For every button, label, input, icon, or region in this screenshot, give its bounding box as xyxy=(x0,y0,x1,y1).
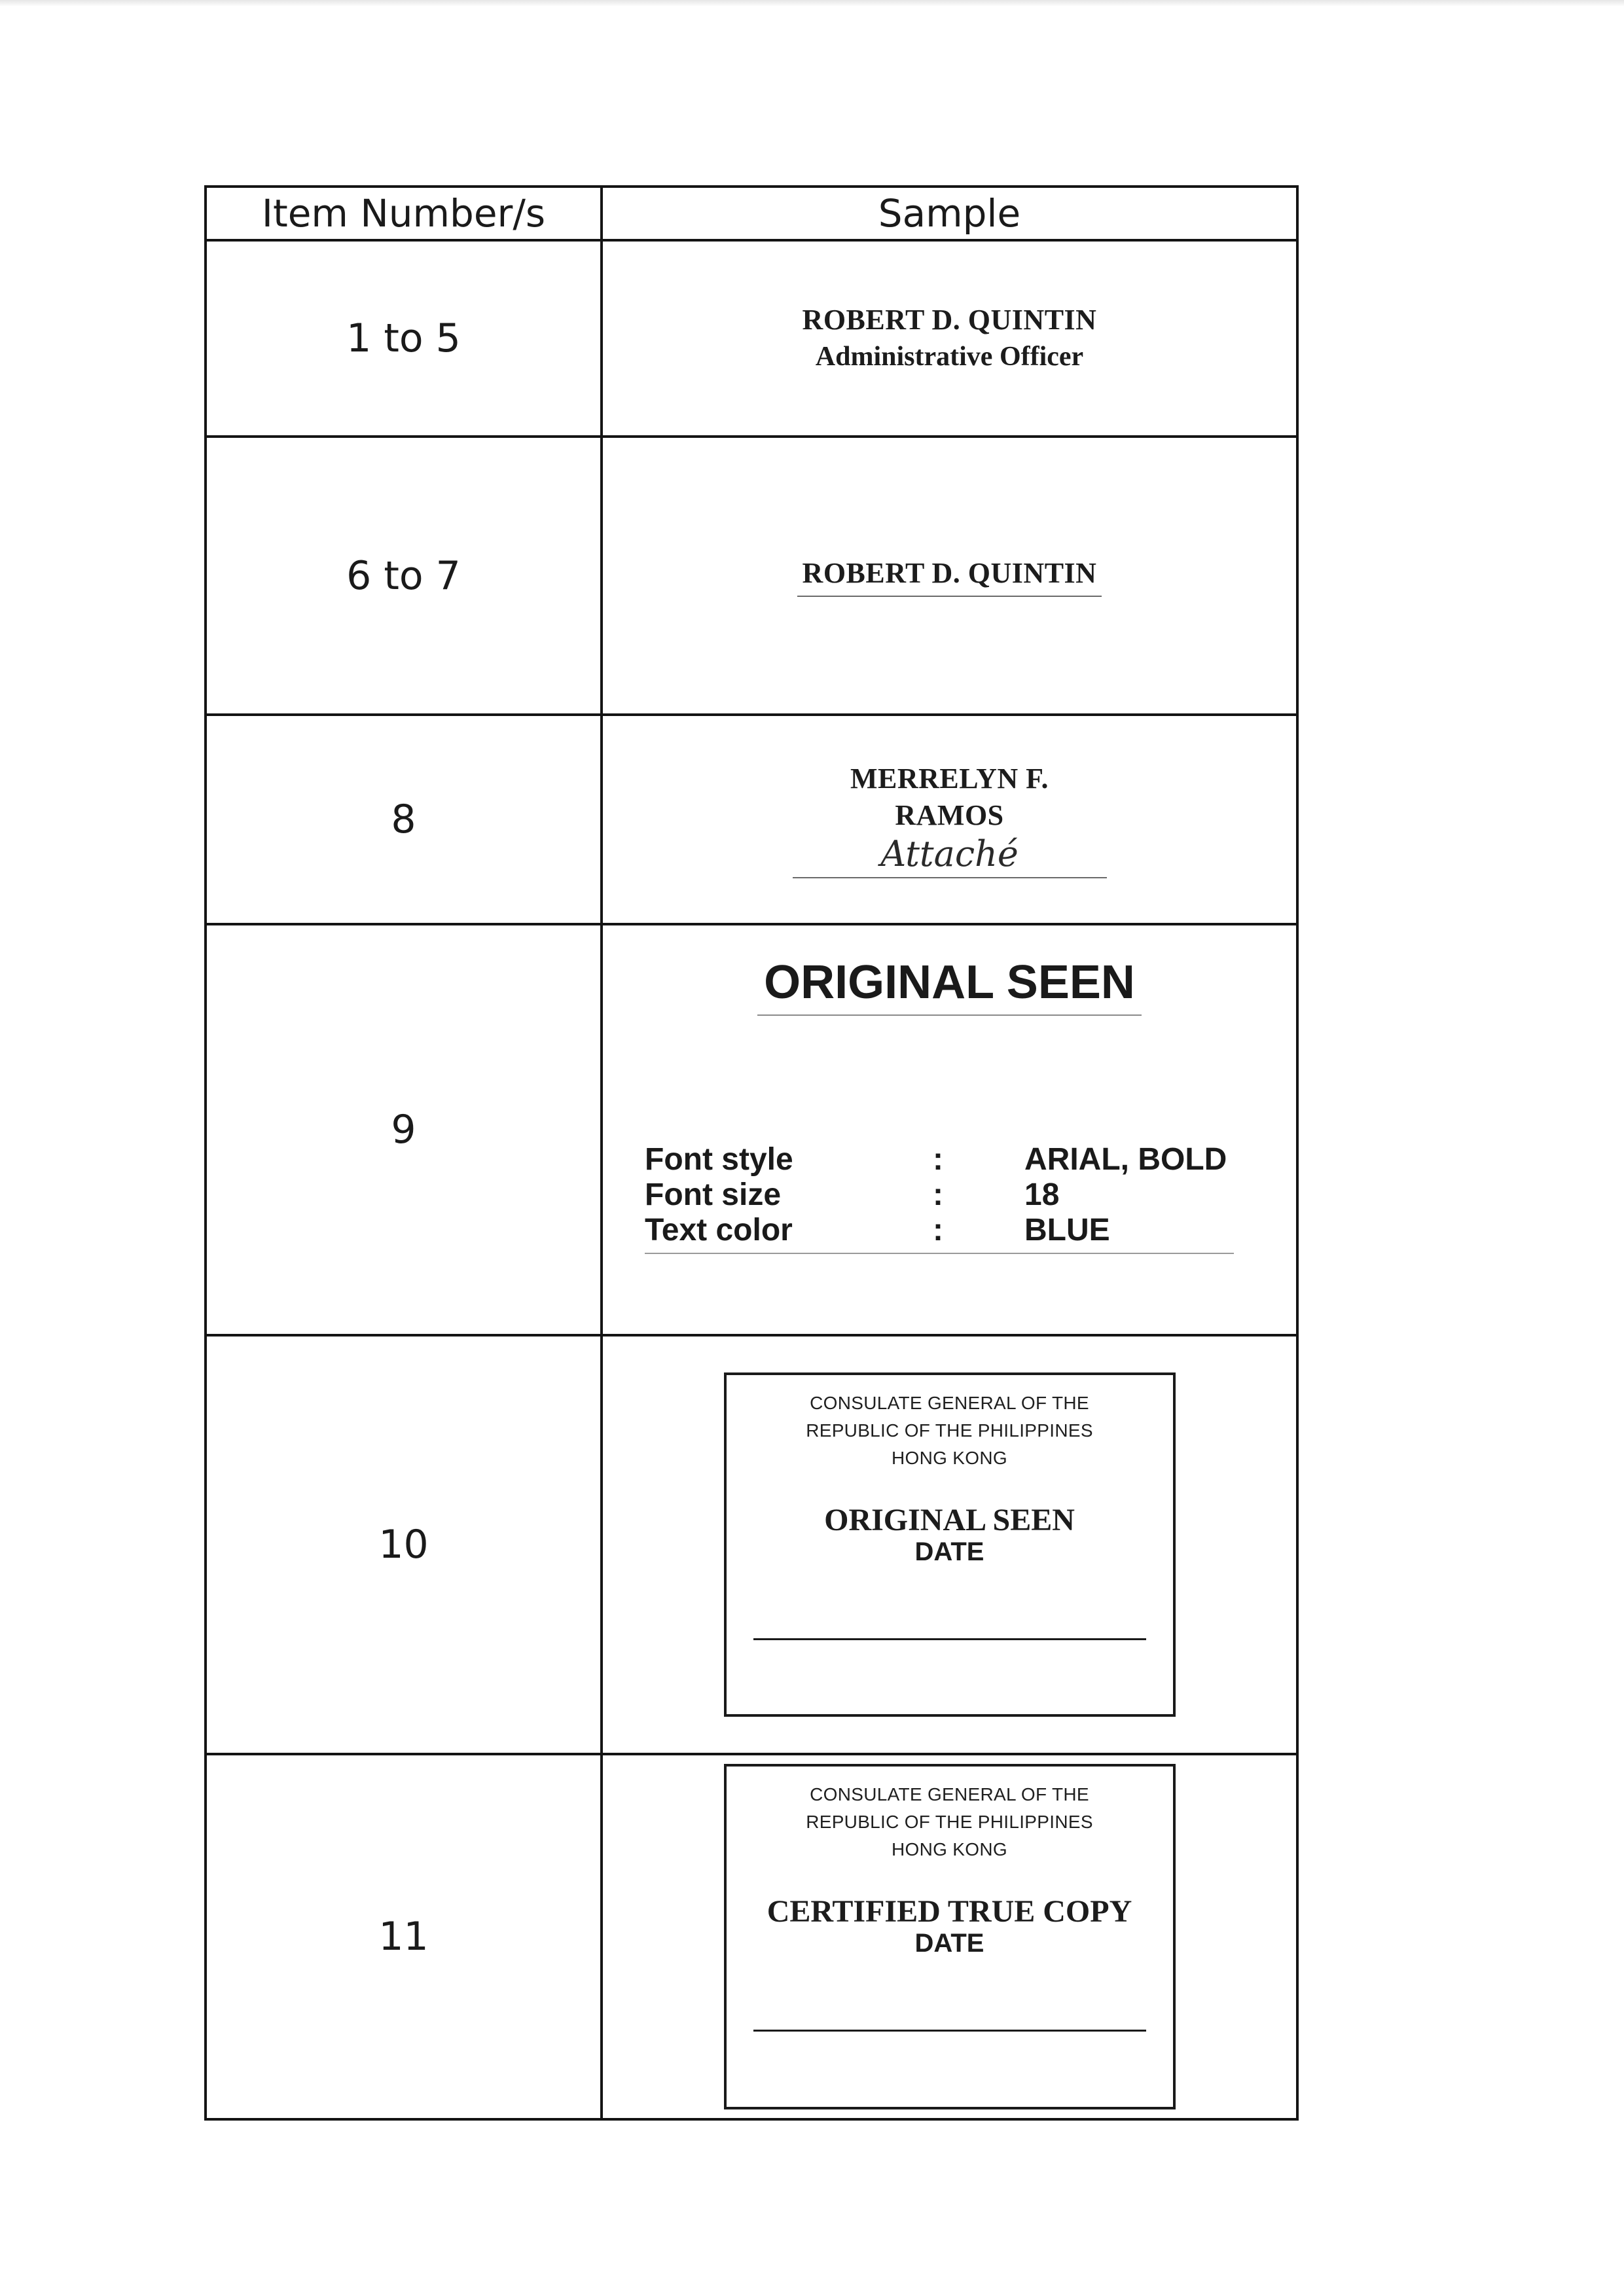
spec-row-text-color xyxy=(645,1212,1234,1247)
table-header-row xyxy=(206,187,1297,240)
spec-row-font-style xyxy=(645,1141,1234,1177)
stamp-line: CONSULATE GENERAL OF THE xyxy=(810,1784,1089,1804)
item-number-cell: 11 xyxy=(206,1754,602,2119)
stamp-line: REPUBLIC OF THE PHILIPPINES xyxy=(806,1812,1093,1832)
stamp-line: REPUBLIC OF THE PHILIPPINES xyxy=(806,1420,1093,1441)
table-row xyxy=(206,924,1297,1335)
item-number-cell: 10 xyxy=(206,1335,602,1754)
spec-value: ARIAL, BOLD xyxy=(1024,1141,1227,1177)
sample-cell xyxy=(602,1754,1297,2119)
spec-value: 18 xyxy=(1024,1177,1060,1212)
signature-samples-table xyxy=(204,185,1299,2121)
stamp-signature-line xyxy=(753,2030,1146,2032)
table-row xyxy=(206,240,1297,437)
sample-cell xyxy=(602,240,1297,437)
item-number-cell: 9 xyxy=(206,924,602,1335)
sample-cell xyxy=(602,924,1297,1335)
signatory-name: MERRELYN F. RAMOS xyxy=(850,762,1049,831)
original-seen-stamp xyxy=(724,1372,1176,1717)
stamp-line: CONSULATE GENERAL OF THE xyxy=(810,1393,1089,1413)
scan-edge-shade xyxy=(0,0,1624,7)
stamp-line: HONG KONG xyxy=(892,1839,1007,1859)
signatory-name: ROBERT D. QUINTIN xyxy=(797,555,1102,597)
item-number-cell: 8 xyxy=(206,715,602,924)
item-number-cell: 6 to 7 xyxy=(206,437,602,715)
signatory-title: Administrative Officer xyxy=(815,342,1084,372)
stamp-main-text: ORIGINAL SEEN xyxy=(824,1503,1075,1537)
stamp-signature-line xyxy=(753,1638,1146,1640)
stamp-date-label: DATE xyxy=(914,1929,984,1958)
spec-separator: : xyxy=(933,1141,943,1177)
table-row xyxy=(206,715,1297,924)
signature-block xyxy=(793,761,1107,878)
handwritten-title: Attaché xyxy=(793,835,1107,878)
font-spec-list xyxy=(645,1141,1234,1254)
spec-separator: : xyxy=(933,1212,943,1247)
spec-label: Font style xyxy=(645,1141,793,1177)
stamp-date-label: DATE xyxy=(914,1537,984,1566)
table-row xyxy=(206,1754,1297,2119)
stamp-main-text: CERTIFIED TRUE COPY xyxy=(767,1894,1132,1929)
sample-cell xyxy=(602,715,1297,924)
header-sample: Sample xyxy=(602,187,1297,240)
table-row xyxy=(206,437,1297,715)
header-item-numbers: Item Number/s xyxy=(206,187,602,240)
stamp-line: HONG KONG xyxy=(892,1448,1007,1468)
spec-row-font-size xyxy=(645,1177,1234,1212)
spec-separator: : xyxy=(933,1177,943,1212)
certified-true-copy-stamp xyxy=(724,1764,1176,2109)
signatory-name: ROBERT D. QUINTIN xyxy=(802,304,1097,336)
spec-label: Font size xyxy=(645,1177,782,1212)
original-seen-heading: ORIGINAL SEEN xyxy=(757,956,1142,1016)
table-row xyxy=(206,1335,1297,1754)
spec-value: BLUE xyxy=(1024,1212,1110,1247)
item-number-cell: 1 to 5 xyxy=(206,240,602,437)
sample-cell xyxy=(602,1335,1297,1754)
spec-label: Text color xyxy=(645,1212,793,1247)
sample-cell xyxy=(602,437,1297,715)
